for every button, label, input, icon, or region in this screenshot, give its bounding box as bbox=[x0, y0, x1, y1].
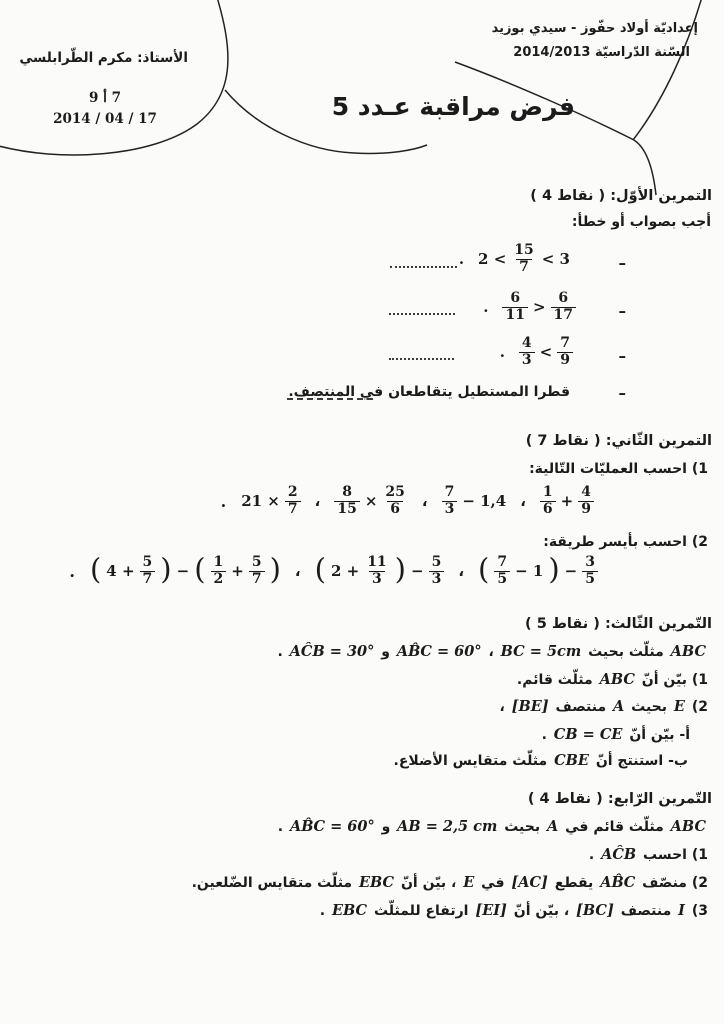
arabic-text: ، bbox=[499, 699, 505, 715]
arabic-text: مثلّث قائم. bbox=[516, 672, 593, 688]
fraction-numerator: 1 bbox=[213, 553, 224, 570]
list-separator: ، bbox=[314, 492, 321, 510]
exercise4-points: ( 4 نقاط ) bbox=[527, 791, 603, 807]
exercise2-step2: 2) احسب بأيسر طريقة: bbox=[543, 534, 708, 550]
list-separator: ، bbox=[458, 562, 465, 580]
fraction bbox=[519, 336, 535, 368]
fraction-numerator: 5 bbox=[431, 553, 442, 570]
exercise2-heading-label: التمرين الثّاني: bbox=[605, 433, 712, 449]
fraction-denominator: 17 bbox=[551, 307, 576, 324]
math-text: 4 + bbox=[106, 562, 135, 580]
arabic-text: ، بيّن أنّ bbox=[513, 903, 570, 919]
open-paren: ( bbox=[89, 551, 102, 586]
fraction-denominator: 7 bbox=[249, 571, 265, 588]
fraction-denominator: 3 bbox=[519, 352, 535, 369]
fraction-denominator: 7 bbox=[285, 501, 301, 518]
fraction-numerator: 6 bbox=[558, 290, 569, 306]
decorative-arc-rightsweep bbox=[455, 62, 656, 195]
fraction-numerator: 7 bbox=[560, 335, 570, 351]
arabic-text: 2) منصّف bbox=[642, 875, 708, 891]
sentence-dot: . bbox=[458, 250, 465, 269]
fraction-denominator: 3 bbox=[369, 571, 385, 588]
math-text: A bbox=[547, 818, 559, 835]
exercise4-q2 bbox=[192, 874, 708, 891]
truefalse-item1-bullet: – bbox=[618, 254, 626, 272]
arabic-text: منتصف bbox=[620, 903, 672, 919]
fraction-numerator: 2 bbox=[287, 483, 298, 500]
fraction bbox=[211, 555, 227, 587]
class-group: 7 أ 9 bbox=[89, 90, 121, 106]
fraction bbox=[442, 485, 458, 517]
fraction-numerator: 1 bbox=[542, 483, 553, 500]
fraction-denominator: 9 bbox=[578, 501, 594, 518]
close-paren: ) bbox=[160, 551, 172, 586]
exercise4-q1 bbox=[589, 846, 708, 863]
arabic-text: ، bbox=[488, 644, 494, 660]
exam-date: 17 / 04 / 2014 bbox=[53, 111, 157, 127]
fraction bbox=[578, 485, 594, 517]
sentence-dot: . bbox=[499, 343, 505, 362]
arabic-text: 1) بيّن أنّ bbox=[641, 672, 708, 688]
math-text: ABC bbox=[670, 818, 706, 835]
math-operator: − bbox=[176, 562, 190, 580]
math-text: A bbox=[613, 698, 625, 715]
fraction-denominator: 6 bbox=[540, 501, 556, 518]
arabic-text: ارتفاع للمثلّث bbox=[373, 903, 469, 919]
fraction bbox=[249, 555, 265, 587]
exercise4-q3 bbox=[320, 902, 708, 919]
math-text: E bbox=[463, 874, 475, 891]
math-text: < 3 bbox=[541, 250, 570, 269]
math-operator: × bbox=[364, 492, 378, 510]
truefalse-item3-statement bbox=[500, 336, 573, 368]
fraction-denominator: 11 bbox=[502, 307, 527, 324]
arabic-text: 1) احسب bbox=[643, 847, 708, 863]
exercise4-heading bbox=[528, 791, 712, 807]
fraction bbox=[140, 555, 156, 587]
calc-expression bbox=[334, 485, 408, 517]
arabic-text: ب- استنتج أنّ bbox=[595, 753, 688, 769]
arabic-text: أ- بيّن أنّ bbox=[629, 727, 690, 743]
arabic-text: بحيث bbox=[631, 699, 668, 715]
math-text: AĈB = 30° bbox=[289, 643, 375, 660]
fraction bbox=[285, 485, 301, 517]
close-paren: ) bbox=[548, 551, 560, 586]
math-text: E bbox=[673, 698, 685, 715]
list-separator: ، bbox=[520, 492, 526, 510]
truefalse-item4-bullet: – bbox=[618, 384, 626, 402]
math-text: [BE] bbox=[511, 698, 549, 715]
exercise3-heading bbox=[525, 616, 712, 632]
exercise4-intro bbox=[278, 818, 708, 835]
calc-expression bbox=[540, 485, 594, 517]
arabic-text: و bbox=[381, 644, 390, 660]
math-text: − 1,4 bbox=[462, 492, 507, 510]
decorative-arc-left bbox=[0, 0, 228, 155]
open-paren: ( bbox=[478, 551, 490, 586]
fraction-numerator: 11 bbox=[367, 553, 387, 570]
math-text: AĈB bbox=[601, 846, 637, 863]
math-text: AB = 2,5 cm bbox=[397, 818, 498, 835]
fraction bbox=[494, 555, 510, 587]
calc-expression bbox=[478, 551, 598, 587]
math-text: [BC] bbox=[576, 902, 614, 919]
fraction-numerator: 4 bbox=[581, 483, 591, 500]
answer-blank-line bbox=[287, 398, 373, 400]
truefalse-item1-statement bbox=[459, 243, 570, 275]
fraction-denominator: 3 bbox=[429, 571, 445, 588]
fraction bbox=[582, 555, 598, 587]
fraction-numerator: 25 bbox=[385, 483, 405, 500]
exercise1-heading-label: التمرين الأوّل: bbox=[610, 188, 712, 204]
exercise2-step1: 1) احسب العمليّات التّالية: bbox=[529, 461, 708, 477]
exam-title: فرض مراقبة عـدد 5 bbox=[331, 92, 575, 121]
math-text: AB̂C = 60° bbox=[289, 818, 375, 835]
teacher-name: الأستاذ: مكرم الطّرابلسي bbox=[19, 50, 188, 66]
sentence-dot: . bbox=[220, 491, 227, 511]
fraction-numerator: 7 bbox=[497, 553, 508, 570]
calc-expression bbox=[314, 551, 445, 587]
exercise2-heading bbox=[526, 433, 712, 449]
sentence-dot: . bbox=[588, 847, 595, 863]
math-operator: + bbox=[560, 492, 574, 510]
fraction-numerator: 5 bbox=[142, 553, 153, 570]
comparison-operator: > bbox=[532, 298, 546, 317]
fraction-denominator: 9 bbox=[557, 352, 573, 369]
exercise4-heading-label: التّمرين الرّابع: bbox=[607, 791, 712, 807]
fraction-numerator: 7 bbox=[444, 483, 455, 500]
sentence-dot: . bbox=[319, 903, 326, 919]
exercise3-q2b bbox=[394, 752, 689, 769]
arabic-text: مثلّث متقايس الأضلاع. bbox=[393, 753, 548, 769]
open-paren: ( bbox=[194, 551, 206, 586]
exercise3-q2a bbox=[542, 726, 690, 743]
list-separator: ، bbox=[421, 492, 428, 510]
math-text: BC = 5cm bbox=[500, 643, 582, 660]
arabic-text: 2) bbox=[691, 699, 708, 715]
fraction bbox=[382, 485, 407, 517]
math-text: [AC] bbox=[511, 874, 548, 891]
exercise2-points: ( 7 نقاط ) bbox=[525, 433, 601, 449]
list-separator: ، bbox=[294, 562, 301, 580]
arabic-text: مثلّث بحيث bbox=[588, 644, 664, 660]
calc-expression bbox=[241, 485, 300, 517]
truefalse-item2-statement bbox=[483, 291, 576, 323]
fraction-denominator: 5 bbox=[494, 571, 510, 588]
fraction-denominator: 5 bbox=[582, 571, 598, 588]
math-text: ABC bbox=[599, 671, 635, 688]
exercise1-instruction: أجب بصواب أو خطأ: bbox=[571, 214, 711, 230]
sentence-dot: . bbox=[541, 727, 547, 743]
answer-blank-line bbox=[389, 313, 455, 315]
exercise3-heading-label: التّمرين الثّالث: bbox=[605, 616, 712, 632]
fraction bbox=[334, 485, 359, 517]
math-text: 21 × bbox=[241, 492, 280, 510]
math-text: 2 + bbox=[330, 562, 360, 580]
math-operator: − bbox=[411, 562, 424, 580]
math-text: AB̂C bbox=[600, 874, 636, 891]
school-year: السّنة الدّراسيّة 2014/2013 bbox=[513, 45, 690, 60]
answer-blank-line bbox=[390, 266, 457, 268]
close-paren: ) bbox=[269, 551, 281, 586]
fraction-numerator: 5 bbox=[251, 553, 262, 570]
fraction-numerator: 8 bbox=[342, 483, 352, 500]
math-text: AB̂C = 60° bbox=[396, 643, 482, 660]
sentence-dot: . bbox=[277, 644, 283, 660]
exercise3-q2 bbox=[499, 698, 708, 715]
math-text: EBC bbox=[331, 902, 368, 919]
fraction bbox=[551, 291, 576, 323]
arabic-text: مثلّث قائم في bbox=[565, 819, 664, 835]
arabic-text: بحيث bbox=[504, 819, 541, 835]
exercise3-intro bbox=[277, 643, 708, 660]
math-text: EBC bbox=[358, 874, 395, 891]
calc-row-1 bbox=[206, 479, 594, 523]
fraction-denominator: 6 bbox=[387, 501, 403, 518]
sentence-dot: . bbox=[277, 819, 284, 835]
arabic-text: في bbox=[481, 875, 505, 891]
sentence-dot: . bbox=[69, 561, 75, 581]
calc-expression bbox=[442, 485, 507, 517]
arabic-text: يقطع bbox=[554, 875, 594, 891]
fraction bbox=[502, 291, 527, 323]
exercise3-points: ( 5 نقاط ) bbox=[525, 616, 600, 632]
math-text: − 1 bbox=[515, 562, 544, 580]
calc-expression bbox=[89, 551, 281, 587]
math-text: I bbox=[678, 902, 685, 919]
exercise1-points: ( 4 نقاط ) bbox=[530, 188, 606, 204]
calc-row-2 bbox=[54, 548, 598, 594]
fraction-numerator: 6 bbox=[510, 290, 521, 306]
arabic-text: و bbox=[381, 819, 391, 835]
school-name: إعداديّة أولاد حفّوز - سيدي بوزيد bbox=[491, 21, 698, 36]
arabic-text: منتصف bbox=[555, 699, 607, 715]
fraction-numerator: 4 bbox=[521, 335, 532, 351]
fraction-denominator: 15 bbox=[334, 501, 359, 518]
math-text: ABC bbox=[670, 643, 706, 660]
math-operator: + bbox=[231, 562, 244, 580]
fraction-numerator: 3 bbox=[585, 553, 595, 570]
fraction-numerator: 15 bbox=[514, 242, 534, 258]
fraction bbox=[540, 485, 556, 517]
math-operator: − bbox=[564, 562, 578, 580]
fraction-denominator: 7 bbox=[140, 571, 156, 588]
exercise3-q1 bbox=[517, 671, 708, 688]
math-text: [EI] bbox=[475, 902, 507, 919]
math-text: 2 < bbox=[478, 250, 507, 269]
answer-blank-line bbox=[389, 358, 454, 360]
truefalse-item3-bullet: – bbox=[618, 347, 626, 365]
fraction bbox=[511, 243, 536, 275]
fraction-denominator: 7 bbox=[516, 259, 532, 276]
fraction-denominator: 2 bbox=[211, 571, 227, 588]
arabic-text: مثلّث متقايس الضّلعين. bbox=[191, 875, 353, 891]
open-paren: ( bbox=[314, 551, 326, 586]
arabic-text: ، بيّن أنّ bbox=[400, 875, 457, 891]
comparison-operator: < bbox=[539, 343, 553, 362]
close-paren: ) bbox=[394, 551, 406, 586]
fraction bbox=[429, 555, 445, 587]
fraction bbox=[364, 555, 389, 587]
exercise1-heading bbox=[530, 188, 712, 204]
arabic-text: 3) bbox=[691, 903, 708, 919]
truefalse-item4-statement: قطرا المستطيل يتقاطعان في المنتصف. bbox=[288, 384, 570, 400]
fraction-denominator: 3 bbox=[442, 501, 458, 518]
sentence-dot: . bbox=[483, 298, 489, 317]
fraction bbox=[557, 336, 573, 368]
math-text: CBE bbox=[554, 752, 589, 769]
math-text: CB = CE bbox=[553, 726, 623, 743]
truefalse-item2-bullet: – bbox=[618, 302, 626, 320]
